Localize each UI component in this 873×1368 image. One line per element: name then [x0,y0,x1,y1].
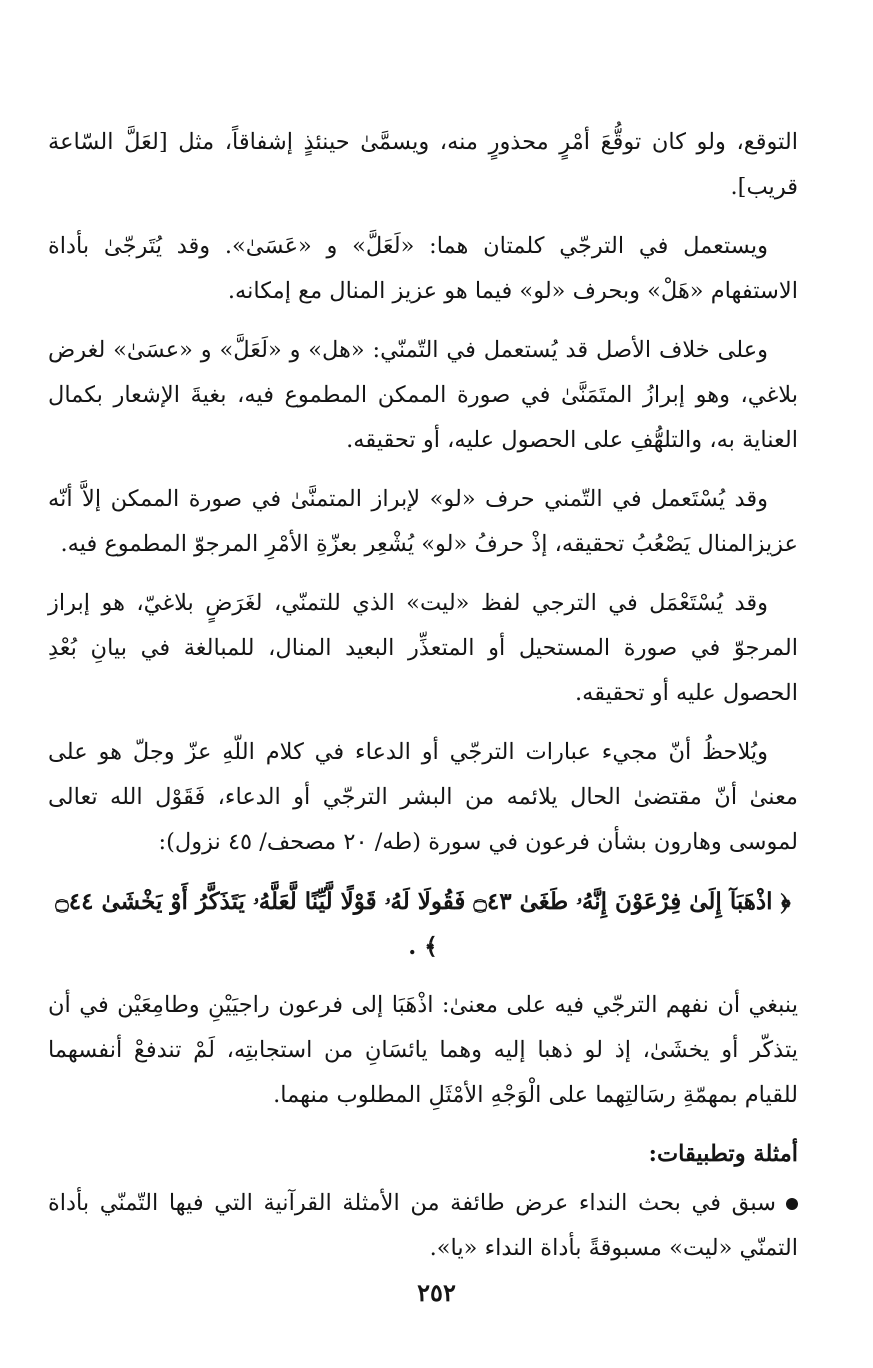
page-content [48,120,798,1285]
paragraph-2: ويستعمل في الترجّي كلمتان هما: «لَعَلَّ» و «عَسَىٰ». وقد يُتَرجّىٰ بأداة الاستفهام «هَلْ» وبحرف «لو» فيما هو عزيز المنال مع إمكانه. [48,233,798,304]
paragraph-7: ينبغي أن نفهم الترجّي فيه على معنىٰ: اذْهَبَا إلى فرعون راجيَيْنِ وطامِعَيْن في أن يتذكّر أو يخشَىٰ، إذ لو ذهبا إليه وهما يائسَانِ من استجابتِه، لَمْ تندفعْ أنفسهما للقيام بمهمّةِ رسَالتِهما على الْوَجْهِ الأمْثَلِ المطلوب منهما. [48,992,798,1108]
paragraph-5: وقد يُسْتَعْمَل في الترجي لفظ «ليت» الذي للتمنّي، لغَرَضٍ بلاغيّ، هو إبراز المرجوّ في صورة المستحيل أو المتعذِّر البعيد المنال، للمبالغة في بيانِ بُعْدِ الحصول عليه أو تحقيقه. [48,590,798,706]
bullet-icon [786,1198,798,1210]
bullet-item-text: سبق في بحث النداء عرض طائفة من الأمثلة القرآنية التي فيها التّمنّي بأداة التمنّي «ليت» مسبوقةً بأداة النداء «يا». [48,1190,798,1261]
paragraph-4: وقد يُسْتَعمل في التّمني حرف «لو» لإبراز المتمنَّىٰ في صورة الممكن إلاَّ أنّه عزيزالمنال يَصْعُبُ تحقيقه، إذْ حرفُ «لو» يُشْعِر بعزّةِ الأمْرِ المرجوّ المطموع فيه. [48,486,798,557]
paragraph-6: ويُلاحظُ أنّ مجيء عبارات الترجّي أو الدعاء في كلام اللّهِ عزّ وجلّ هو على معنىٰ أنّ مقتضىٰ الحال يلائمه من البشر الترجّي أو الدعاء، فَقَوْل الله تعالى لموسى وهارون بشأن فرعون في سورة (طه/ ٢٠ مصحف/ ٤٥ نزول): [48,739,798,855]
bullet-item [48,1181,798,1271]
paragraph-1: التوقع، ولو كان توقُّعَ أمْرٍ محذورٍ منه، ويسمَّىٰ حينئذٍ إشفاقاً، مثل [لعَلَّ السّاعة قريب]. [48,129,798,200]
paragraph-3: وعلى خلاف الأصل قد يُستعمل في التّمنّي: «هل» و «لَعَلَّ» و «عسَىٰ» لغرض بلاغي، وهو إبرازُ المتَمَنَّىٰ في صورة الممكن المطموع فيه، بغيةَ الإشعار بكمال العناية به، والتلهُّفِ على الحصول عليه، أو تحقيقه. [48,337,798,453]
quran-verse: ﴿ اذْهَبَآ إِلَىٰ فِرْعَوْنَ إِنَّهُۥ طَغَىٰ ۝٤٣ فَقُولَا لَهُۥ قَوْلًا لَّيِّنًا لَّعَلَّهُۥ يَتَذَكَّرُ أَوْ يَخْشَىٰ ۝٤٤ ﴾ . [55,888,791,960]
section-heading: أمثلة وتطبيقات: [648,1141,798,1167]
page-number: ٢٥٢ [417,1278,456,1307]
